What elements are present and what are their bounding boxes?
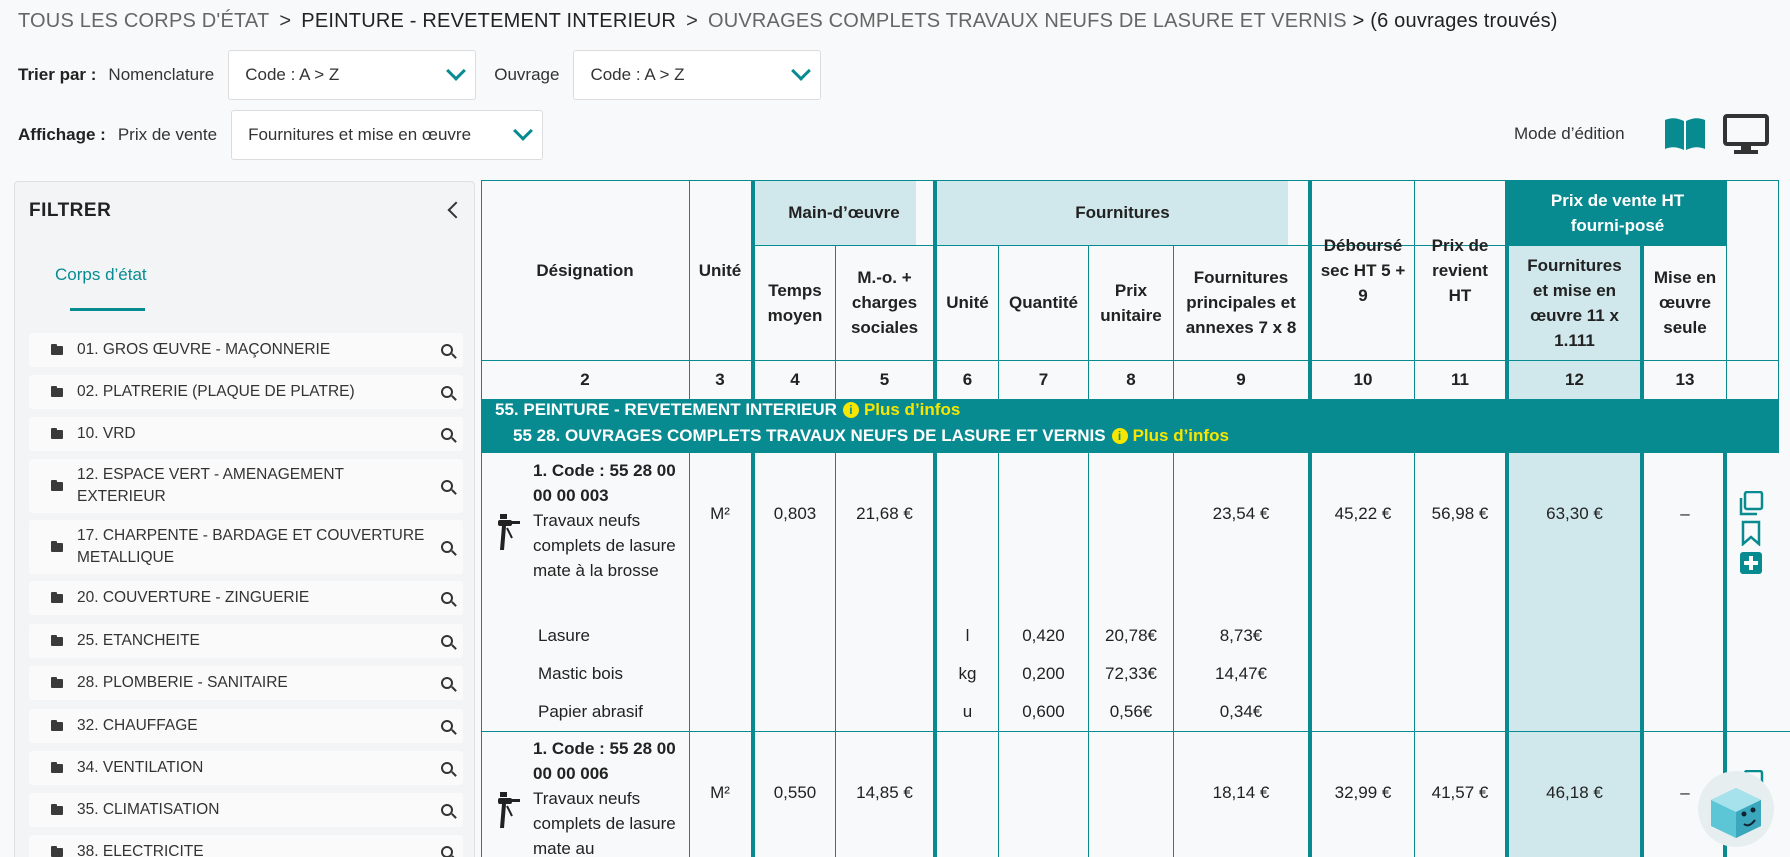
header-quantite: Quantité [1009,293,1078,312]
header-temps: Temps moyen [767,280,823,325]
header-prix-vente: Prix de vente HT fourni-posé [1550,190,1685,235]
folder-icon [51,722,63,731]
ouvrage-sort-value: Code : A > Z [590,65,685,84]
nomenclature-label: Nomenclature [108,65,215,84]
component-total: 8,73€ [1219,625,1263,645]
row-designation[interactable] [533,736,685,857]
section-title [495,400,960,420]
component-pu: 0,56€ [1109,701,1153,721]
col-number: 10 [1353,370,1373,389]
search-icon[interactable] [441,386,453,398]
info-icon[interactable]: i [843,402,859,418]
search-icon[interactable] [441,720,453,732]
chat-assistant-icon[interactable] [1697,770,1775,848]
filter-item[interactable] [29,520,463,574]
row-code: 1. Code : 55 28 00 00 00 003 [533,461,676,505]
ouvrage-label: Ouvrage [494,65,560,84]
filter-item-label: 10. VRD [77,425,136,442]
component-qte: 0,600 [1022,701,1065,721]
price-display-select[interactable] [231,110,543,160]
filter-item-label: 32. CHAUFFAGE [77,717,198,734]
folder-icon [51,848,63,857]
filter-item-label: 02. PLATRERIE (PLAQUE DE PLATRE) [77,383,355,400]
grid-line [481,731,1790,732]
filter-item-label: 34. VENTILATION [77,759,204,776]
row-revient: 56,98 € [1431,503,1489,523]
copy-icon[interactable] [1738,491,1764,517]
col-number: 8 [1126,370,1136,389]
desktop-icon[interactable] [1723,114,1769,161]
breadcrumb [18,10,1558,33]
filter-item-label: 20. COUVERTURE - ZINGUERIE [77,589,310,606]
search-icon[interactable] [441,541,453,553]
filter-item-label: 28. PLOMBERIE - SANITAIRE [77,674,288,691]
component-total: 0,34€ [1219,701,1263,721]
row-temps: 0,803 [773,503,817,523]
section-title-text: 55. PEINTURE - REVETEMENT INTERIEUR [495,400,837,419]
filter-item[interactable] [29,709,463,743]
row-debourse: 32,99 € [1334,782,1392,802]
header-mise-seule: Mise en œuvre seule [1653,268,1717,337]
display-controls [18,110,561,160]
price-display-value: Fournitures et mise en œuvre [248,125,472,144]
spray-gun-icon [494,512,522,552]
nomenclature-sort-select[interactable] [228,50,476,100]
search-icon[interactable] [441,846,453,857]
sort-controls [18,50,839,100]
row-debourse: 45,22 € [1334,503,1392,523]
filter-item[interactable] [29,581,463,615]
row-mise-seule: – [1680,503,1690,523]
search-icon[interactable] [441,428,453,440]
row-revient: 41,57 € [1431,782,1489,802]
add-icon[interactable] [1740,552,1762,574]
tab-corps-etat[interactable]: Corps d’état [55,265,147,284]
results-count: > (6 ouvrages trouvés) [1352,10,1558,32]
row-unite: M² [710,782,730,802]
col-number: 13 [1675,370,1695,389]
row-vente: 63,30 € [1546,503,1603,523]
sort-label: Trier par : [18,65,97,84]
filter-title: FILTRER [29,200,112,221]
filter-item[interactable] [29,417,463,451]
header-designation: Désignation [536,260,634,280]
folder-icon [51,543,63,552]
nomenclature-sort-value: Code : A > Z [245,65,340,84]
collapse-chevron-icon[interactable] [448,202,465,219]
col-number: 7 [1038,370,1049,389]
price-label: Prix de vente [117,125,218,144]
component-qte: 0,200 [1022,663,1065,683]
col-number: 9 [1236,370,1246,389]
folder-icon [51,679,63,688]
row-code: 1. Code : 55 28 00 00 00 006 [533,739,676,783]
search-icon[interactable] [441,480,453,492]
grid-line [1726,180,1727,399]
col-number: 2 [580,370,590,389]
breadcrumb-separator: > [686,10,698,32]
row-mise-seule: – [1680,782,1690,802]
chevron-down-icon [513,121,533,141]
search-icon[interactable] [441,762,453,774]
filter-item[interactable] [29,624,463,658]
component-pu: 20,78€ [1105,625,1157,645]
component-name: Mastic bois [538,663,624,683]
grid-line [998,453,999,857]
more-info-link[interactable]: Plus d’infos [863,400,961,419]
row-label: Travaux neufs complets de lasure mate au [533,789,676,857]
folder-icon [51,764,63,773]
header-unite: Unité [698,260,742,280]
ouvrage-sort-select[interactable] [573,50,821,100]
row-mo: 21,68 € [856,503,913,523]
filter-item[interactable] [29,666,463,700]
search-icon[interactable] [441,344,453,356]
folder-icon [51,806,63,815]
component-unite: u [962,701,973,721]
row-vente: 46,18 € [1546,782,1603,802]
row-unite: M² [710,503,730,523]
row-label: Travaux neufs complets de lasure mate à la brosse [533,511,676,580]
header-fournitures-princ: Fournitures principales et annexes 7 x 8 [1185,268,1297,337]
search-icon[interactable] [441,635,453,647]
header-fourn-mise: Fournitures et mise en œuvre 11 x 1.111 [1527,255,1622,350]
book-icon[interactable] [1663,116,1707,157]
header-mo-charges: M.-o. + charges sociales [850,268,919,337]
component-unite: l [965,625,970,645]
chevron-down-icon [446,61,466,81]
filter-item[interactable] [29,375,463,409]
col-number: 5 [879,370,890,389]
breadcrumb-item-all-trades[interactable]: TOUS LES CORPS D'ÉTAT [18,10,270,32]
header-f-unite: Unité [946,293,989,312]
filter-item[interactable] [29,835,463,857]
folder-icon [51,388,63,397]
header-prix-unitaire: Prix unitaire [1100,280,1162,325]
search-icon[interactable] [441,804,453,816]
folder-icon [51,482,63,491]
component-name: Lasure [538,625,590,645]
search-icon[interactable] [441,677,453,689]
col-number: 4 [790,370,800,389]
display-label: Affichage : [18,125,106,144]
folder-icon [51,346,63,355]
header-debourse: Déboursé sec HT 5 + 9 [1320,235,1406,305]
filter-item-label: 17. CHARPENTE - BARDAGE ET COUVERTURE METALLIQUE [77,527,425,566]
component-unite: kg [958,663,977,683]
component-name: Papier abrasif [538,701,643,721]
header-main-oeuvre: Main-d’œuvre [788,203,900,222]
grid-line [1088,453,1089,857]
grid-line [933,453,937,857]
filter-item-label: 01. GROS ŒUVRE - MAÇONNERIE [77,341,331,358]
row-temps: 0,550 [773,782,817,802]
grid-line [1778,180,1779,399]
filter-item[interactable] [29,459,463,513]
component-qte: 0,420 [1022,625,1065,645]
col-number: 3 [715,370,725,389]
tab-underline [70,308,145,311]
bookmark-icon[interactable] [1740,520,1762,546]
component-total: 14,47€ [1215,663,1267,683]
folder-icon [51,594,63,603]
header-fournitures: Fournitures [1075,203,1170,222]
info-icon[interactable]: i [1112,428,1128,444]
more-info-link[interactable]: Plus d’infos [1132,426,1229,445]
filter-item[interactable] [29,793,463,827]
header-prix-revient: Prix de revient HT [1431,235,1489,305]
filter-panel [14,181,475,857]
breadcrumb-item-ouvrages[interactable]: OUVRAGES COMPLETS TRAVAUX NEUFS DE LASURE ET VERNIS [707,10,1347,32]
filter-item-label: 25. ETANCHEITE [77,632,200,649]
folder-icon [51,430,63,439]
section-subtitle-text: 55 28. OUVRAGES COMPLETS TRAVAUX NEUFS DE LASURE ET VERNIS [513,426,1106,445]
spray-gun-icon [494,790,522,830]
filter-item-label: 35. CLIMATISATION [77,801,220,818]
price-table [481,180,1790,857]
folder-icon [51,637,63,646]
component-pu: 72,33€ [1105,663,1157,683]
chevron-down-icon [792,61,812,81]
search-icon[interactable] [441,592,453,604]
filter-item[interactable] [29,333,463,367]
edit-mode-label: Mode d’édition [1514,124,1625,143]
row-mo: 14,85 € [856,782,913,802]
breadcrumb-separator: > [279,10,292,32]
filter-item-label: 38. ELECTRICITE [77,843,204,857]
col-number: 6 [962,370,973,389]
row-fournitures: 23,54 € [1212,503,1270,523]
filter-item-label: 12. ESPACE VERT - AMENAGEMENT EXTERIEUR [77,466,344,505]
col-number: 12 [1565,370,1584,389]
row-fournitures: 18,14 € [1212,782,1270,802]
filter-item[interactable] [29,751,463,785]
row-designation[interactable] [533,458,685,583]
section-subtitle [513,426,1229,446]
col-number: 11 [1451,370,1469,389]
breadcrumb-item-peinture[interactable]: PEINTURE - REVETEMENT INTERIEUR [301,10,677,32]
